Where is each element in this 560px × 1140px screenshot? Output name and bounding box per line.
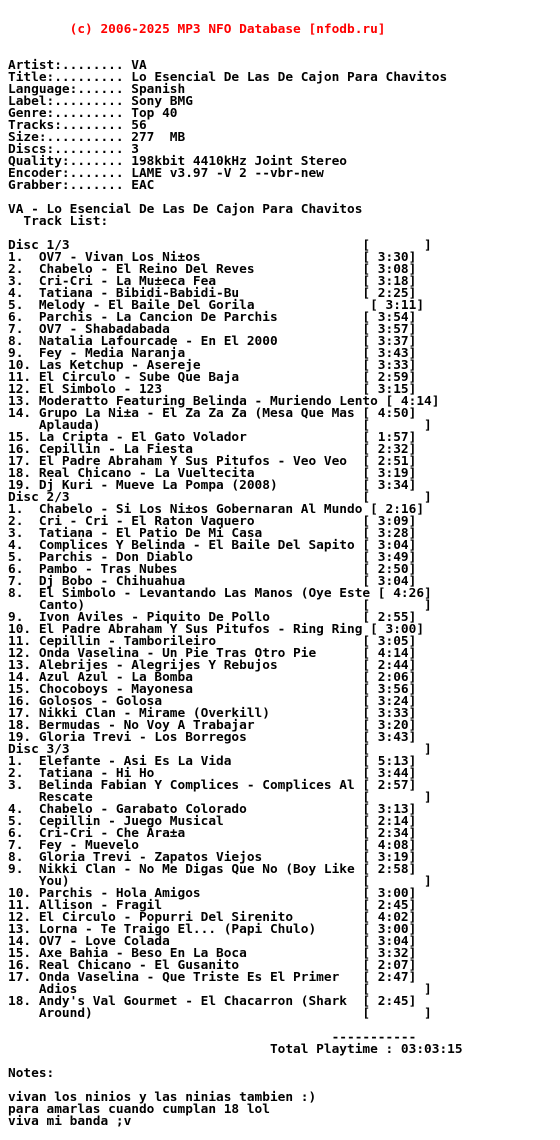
nfo-text-line: 12. El Circulo - Popurri Del Sirenito [ 4:02] [8,910,417,925]
nfo-text-line: 6. Parchis - La Cancion De Parchis [ 3:54] [8,310,417,325]
nfo-text-line: 19. Gloria Trevi - Los Borregos [ 3:43] [8,730,417,745]
nfo-text-line: 5. Melody - El Baile Del Gorila [ 3:11] [8,298,425,313]
nfo-text-line: 12. El Simbolo - 123 [ 3:15] [8,382,417,397]
nfo-text-line: 7. Fey - Muevelo [ 4:08] [8,838,417,853]
nfo-text-line: 16. Golosos - Golosa [ 3:24] [8,694,417,709]
nfo-text-line: 1. OV7 - Vivan Los Ni±os [ 3:30] [8,250,417,265]
nfo-document [8,0,556,1140]
nfo-text-line: 17. El Padre Abraham Y Sus Pitufos - Veo Veo [ 2:51] [8,454,417,469]
nfo-text-line: 10. Las Ketchup - Asereje [ 3:33] [8,358,417,373]
nfo-text-line: 17. Onda Vaselina - Que Triste Es El Primer [ 2:47] [8,970,417,985]
nfo-text-line: 14. OV7 - Love Colada [ 3:04] [8,934,417,949]
nfo-text-line: 4. Tatiana - Bibidi-Babidi-Bu [ 2:25] [8,286,417,301]
nfo-text-line: 11. Cepillin - Tamborileiro [ 3:05] [8,634,417,649]
nfo-text-line: 11. El Circulo - Sube Que Baja [ 2:59] [8,370,417,385]
nfo-text-line: 3. Tatiana - El Patio De Mi Casa [ 3:28] [8,526,417,541]
nfo-text-line: Title:......... Lo Esencial De Las De Cajon Para Chavitos [8,70,448,85]
nfo-text-line: 8. Natalia Lafourcade - En El 2000 [ 3:37] [8,334,417,349]
nfo-text-line: 13. Lorna - Te Traigo El... (Papi Chulo) [ 3:00] [8,922,417,937]
nfo-text-line: ----------- [8,1030,417,1045]
nfo-text-line: Language:...... Spanish [8,82,186,97]
nfo-text-line: vivan los ninios y las ninias tambien :) [8,1090,317,1105]
nfo-text-line: Size:.......... 277 MB [8,130,186,145]
nfo-text-line: Aplauda) [ ] [8,418,432,433]
nfo-text-line: Track List: [8,214,109,229]
nfo-text-line: 6. Cri-Cri - Che Ara±a [ 2:34] [8,826,417,841]
nfo-text-line: 9. Fey - Media Naranja [ 3:43] [8,346,417,361]
nfo-text-line: 7. OV7 - Shabadabada [ 3:57] [8,322,417,337]
nfo-text-line: 19. Dj Kuri - Mueve La Pompa (2008) [ 3:34] [8,478,417,493]
nfo-text-line: Notes: [8,1066,55,1081]
nfo-text-line: 9. Nikki Clan - No Me Digas Que No (Boy Like [ 2:58] [8,862,417,877]
nfo-text-line: 5. Parchis - Don Diablo [ 3:49] [8,550,417,565]
nfo-text-line: 3. Belinda Fabian Y Complices - Complices Al [ 2:57] [8,778,417,793]
nfo-body [8,60,556,1128]
nfo-text-line: 16. Cepillin - La Fiesta [ 2:32] [8,442,417,457]
nfo-text-line: Discs:......... 3 [8,142,139,157]
nfo-text-line: 8. El Simbolo - Levantando Las Manos (Oye Este [ 4:26] [8,586,432,601]
nfo-text-line: 2. Cri - Cri - El Raton Vaquero [ 3:09] [8,514,417,529]
nfo-text-line: Rescate [ ] [8,790,432,805]
nfo-text-line: Label:......... Sony BMG [8,94,193,109]
nfo-text-line: 8. Gloria Trevi - Zapatos Viejos [ 3:19] [8,850,417,865]
nfo-text-line: viva mi banda ;v [8,1114,132,1129]
nfo-text-line: 1. Chabelo - Si Los Ni±os Gobernaran Al Mundo [ 2:16] [8,502,425,517]
nfo-text-line: para amarlas cuando cumplan 18 lol [8,1102,270,1117]
nfo-text-line: 4. Chabelo - Garabato Colorado [ 3:13] [8,802,417,817]
nfo-text-line: Tracks:........ 56 [8,118,147,133]
nfo-text-line: Adios [ ] [8,982,432,997]
nfo-text-line: 10. El Padre Abraham Y Sus Pitufos - Ring Ring [ 3:00] [8,622,425,637]
nfo-text-line: 18. Real Chicano - La Vueltecita [ 3:19] [8,466,417,481]
nfo-text-line: Grabber:....... EAC [8,178,155,193]
nfo-text-line: 15. La Cripta - El Gato Volador [ 1:57] [8,430,417,445]
nfo-text-line: 11. Allison - Fragil [ 2:45] [8,898,417,913]
nfo-text-line: You) [ ] [8,874,432,889]
nfo-text-line: Artist:........ VA [8,58,147,73]
nfo-text-line: 10. Parchis - Hola Amigos [ 3:00] [8,886,417,901]
nfo-text-line: 1. Elefante - Asi Es La Vida [ 5:13] [8,754,417,769]
nfo-text-line: 5. Cepillin - Juego Musical [ 2:14] [8,814,417,829]
nfo-text-line: 3. Cri-Cri - La Mu±eca Fea [ 3:18] [8,274,417,289]
nfo-text-line: 4. Complices Y Belinda - El Baile Del Sapito [ 3:04] [8,538,417,553]
nfo-text-line: 9. Ivon Aviles - Piquito De Pollo [ 2:55] [8,610,417,625]
nfo-text-line: Disc 3/3 [ ] [8,742,432,757]
nfo-text-line: Canto) [ ] [8,598,432,613]
nfo-text-line: Around) [ ] [8,1006,432,1021]
nfo-text-line: 14. Grupo La Ni±a - El Za Za Za (Mesa Que Mas [ 4:50] [8,406,417,421]
nfo-text-line: Disc 1/3 [ ] [8,238,432,253]
nfo-text-line: Genre:......... Top 40 [8,106,178,121]
nfo-text-line: 14. Azul Azul - La Bomba [ 2:06] [8,670,417,685]
nfo-text-line: 18. Bermudas - No Voy A Trabajar [ 3:20] [8,718,417,733]
nfo-text-line: 6. Pambo - Tras Nubes [ 2:50] [8,562,417,577]
nfo-text-line: VA - Lo Esencial De Las De Cajon Para Chavitos [8,202,363,217]
nfo-text-line: 12. Onda Vaselina - Un Pie Tras Otro Pie [ 4:14] [8,646,417,661]
nfo-text-line: 2. Chabelo - El Reino Del Reves [ 3:08] [8,262,417,277]
site-header-banner: (c) 2006-2025 MP3 NFO Database [nfodb.ru] [8,22,386,37]
nfo-text-line: 16. Real Chicano - El Gusanito [ 2:07] [8,958,417,973]
nfo-text-line: Total Playtime : 03:03:15 [8,1042,463,1057]
nfo-text-line: 2. Tatiana - Hi Ho [ 3:44] [8,766,417,781]
nfo-text-line: 18. Andy's Val Gourmet - El Chacarron (Shark [ 2:45] [8,994,417,1009]
nfo-text-line: 17. Nikki Clan - Mirame (Overkill) [ 3:33] [8,706,417,721]
nfo-text-line: Encoder:....... LAME v3.97 -V 2 --vbr-new [8,166,324,181]
nfo-text-line: Disc 2/3 [ ] [8,490,432,505]
nfo-text-line: 7. Dj Bobo - Chihuahua [ 3:04] [8,574,417,589]
nfo-text-line: 15. Chocoboys - Mayonesa [ 3:56] [8,682,417,697]
nfo-text-line [8,1056,556,1068]
nfo-text-line: Quality:....... 198kbit 4410kHz Joint Stereo [8,154,347,169]
nfo-text-line: 15. Axe Bahia - Beso En La Boca [ 3:32] [8,946,417,961]
nfo-text-line: 13. Moderatto Featuring Belinda - Muriendo Lento [ 4:14] [8,394,440,409]
nfo-text-line: 13. Alebrijes - Alegrijes Y Rebujos [ 2:44] [8,658,417,673]
